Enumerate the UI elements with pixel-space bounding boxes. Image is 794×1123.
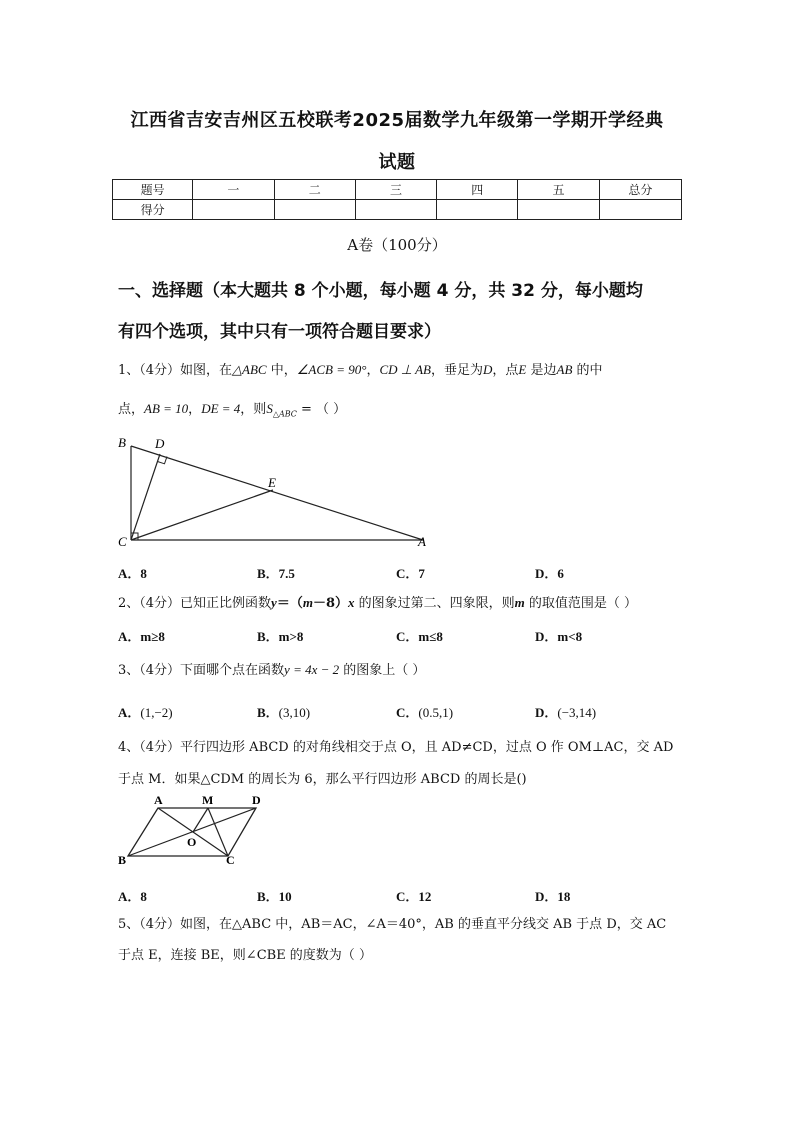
label-a: A [154, 794, 163, 807]
label-m: M [202, 794, 214, 807]
q3-option-label: D． [535, 705, 558, 720]
q2-text: 2、（4分）已知正比例函数 [118, 596, 272, 611]
label-d: D [252, 794, 261, 807]
q1-text: 是边 [526, 363, 557, 378]
q3-option-label: A． [118, 705, 141, 720]
q2-text: 的图象过第二、四象限，则 [354, 596, 515, 611]
doc-title-line2: 试题 [378, 152, 416, 173]
label-b: B [118, 435, 126, 450]
score-table-cell: 四 [437, 180, 518, 200]
section-heading-line1: 一、选择题（本大题共 8 个小题，每小题 4 分，共 32 分，每小题均 [118, 281, 643, 301]
q1-text: 1、（4分）如图，在 [118, 363, 233, 378]
question-4-line1: 4、（4分）平行四边形 ABCD 的对角线相交于点 O，且 AD≠CD，过点 O 作 OM⊥AC，交 AD [118, 740, 674, 755]
q1-math-sub: △ABC [272, 409, 297, 419]
score-table-score-row [113, 200, 682, 220]
question-1-line1 [118, 359, 603, 382]
score-table [112, 179, 682, 220]
q1-math: E [518, 362, 527, 377]
q1-text: ， [188, 402, 202, 417]
doc-title-line1: 江西省吉安吉州区五校联考2025届数学九年级第一学期开学经典 [130, 110, 664, 131]
label-c: C [226, 853, 235, 867]
q3-text: 的图象上（ ） [339, 663, 426, 678]
label-a: A [418, 534, 426, 549]
q3-option-value: (1,−2) [140, 705, 173, 720]
q1-math: D [483, 362, 493, 377]
q1-text: ， [366, 363, 380, 378]
score-table-cell: 一 [193, 180, 274, 200]
section-heading-line2: 有四个选项，其中只有一项符合题目要求） [118, 322, 441, 342]
q3-option-value: (−3,14) [557, 705, 597, 720]
q1-math: S [266, 401, 273, 416]
q2-text: ＝（ [276, 596, 303, 611]
score-table-header-row [113, 180, 682, 200]
segment-cd [131, 454, 160, 540]
q3-option-value: (3,10) [278, 705, 311, 720]
question-1-line2 [118, 398, 346, 426]
q1-option-c[interactable]: C．7 [396, 566, 425, 581]
segment-ce [131, 490, 273, 540]
question-5-line2: 于点 E，连接 BE，则∠CBE 的度数为（ ） [118, 948, 372, 963]
score-input-cell [599, 200, 681, 220]
question-4-line2: 于点 M．如果△CDM 的周长为 6，那么平行四边形 ABCD 的周长是() [118, 772, 527, 787]
score-table-cell: 得分 [113, 200, 193, 220]
volume-title: A卷（100分） [347, 236, 447, 254]
label-c: C [118, 534, 127, 549]
question-3 [118, 659, 425, 682]
q1-option-a[interactable]: A．8 [118, 566, 147, 581]
q2-option-b[interactable]: B．m>8 [257, 629, 304, 644]
score-table-cell: 三 [355, 180, 436, 200]
q1-text: ，垂足为 [430, 363, 483, 378]
q2-math: y [271, 595, 277, 610]
q1-option-d[interactable]: D．6 [535, 566, 564, 581]
q4-option-d[interactable]: D．18 [535, 889, 571, 904]
q1-text: = （ ） [296, 402, 347, 417]
q1-math: △ABC [232, 362, 267, 377]
q2-math: m [302, 595, 313, 610]
q1-triangle-figure [112, 432, 432, 552]
q1-math: AB = 10 [144, 401, 189, 416]
q3-text: 3、（4分）下面哪个点在函数 [118, 663, 285, 678]
score-input-cell [518, 200, 599, 220]
label-o: O [187, 835, 197, 849]
q2-math: x [348, 595, 355, 610]
q1-math: DE = 4 [201, 401, 241, 416]
score-table-cell: 总分 [599, 180, 681, 200]
score-input-cell [193, 200, 274, 220]
label-d: D [155, 436, 165, 451]
score-table-cell: 题号 [113, 180, 193, 200]
score-table-cell: 二 [274, 180, 355, 200]
question-2 [118, 592, 637, 615]
label-b: B [118, 853, 127, 867]
q2-option-c[interactable]: C．m≤8 [396, 629, 443, 644]
q2-math: m [514, 595, 525, 610]
q2-text: －8） [312, 596, 349, 611]
q4-option-c[interactable]: C．12 [396, 889, 432, 904]
score-input-cell [274, 200, 355, 220]
q3-option-value: (0.5,1) [418, 705, 454, 720]
q1-text: 中， [266, 363, 297, 378]
q3-option-c[interactable] [396, 702, 453, 721]
q2-option-a[interactable]: A．m≥8 [118, 629, 165, 644]
q1-option-b[interactable]: B．7.5 [257, 566, 295, 581]
q3-option-d[interactable] [535, 702, 596, 721]
q1-math: ∠ACB = 90° [296, 362, 367, 377]
q1-text: 的中 [572, 363, 603, 378]
q4-option-a[interactable]: A．8 [118, 889, 147, 904]
score-input-cell [355, 200, 436, 220]
score-input-cell [437, 200, 518, 220]
q3-math: y = 4x − 2 [284, 662, 340, 677]
q3-option-a[interactable] [118, 702, 173, 721]
q1-math: AB [556, 362, 573, 377]
score-table-cell: 五 [518, 180, 599, 200]
q4-parallelogram-figure [114, 794, 274, 870]
q1-text: 点， [118, 402, 145, 417]
q3-option-label: B． [257, 705, 279, 720]
q2-text: 的取值范围是（ ） [524, 596, 638, 611]
q3-option-label: C． [396, 705, 419, 720]
q2-option-d[interactable]: D．m<8 [535, 629, 583, 644]
label-e: E [268, 475, 276, 490]
q1-text: ，则 [240, 402, 267, 417]
q4-option-b[interactable]: B．10 [257, 889, 292, 904]
q1-math: CD ⊥ AB [379, 362, 431, 377]
q1-text: ，点 [492, 363, 519, 378]
question-5-line1: 5、（4分）如图，在△ABC 中，AB＝AC，∠A＝40°，AB 的垂直平分线交 AB 于点 D，交 AC [118, 917, 667, 932]
segment-ba [131, 446, 423, 540]
q3-option-b[interactable] [257, 702, 310, 721]
